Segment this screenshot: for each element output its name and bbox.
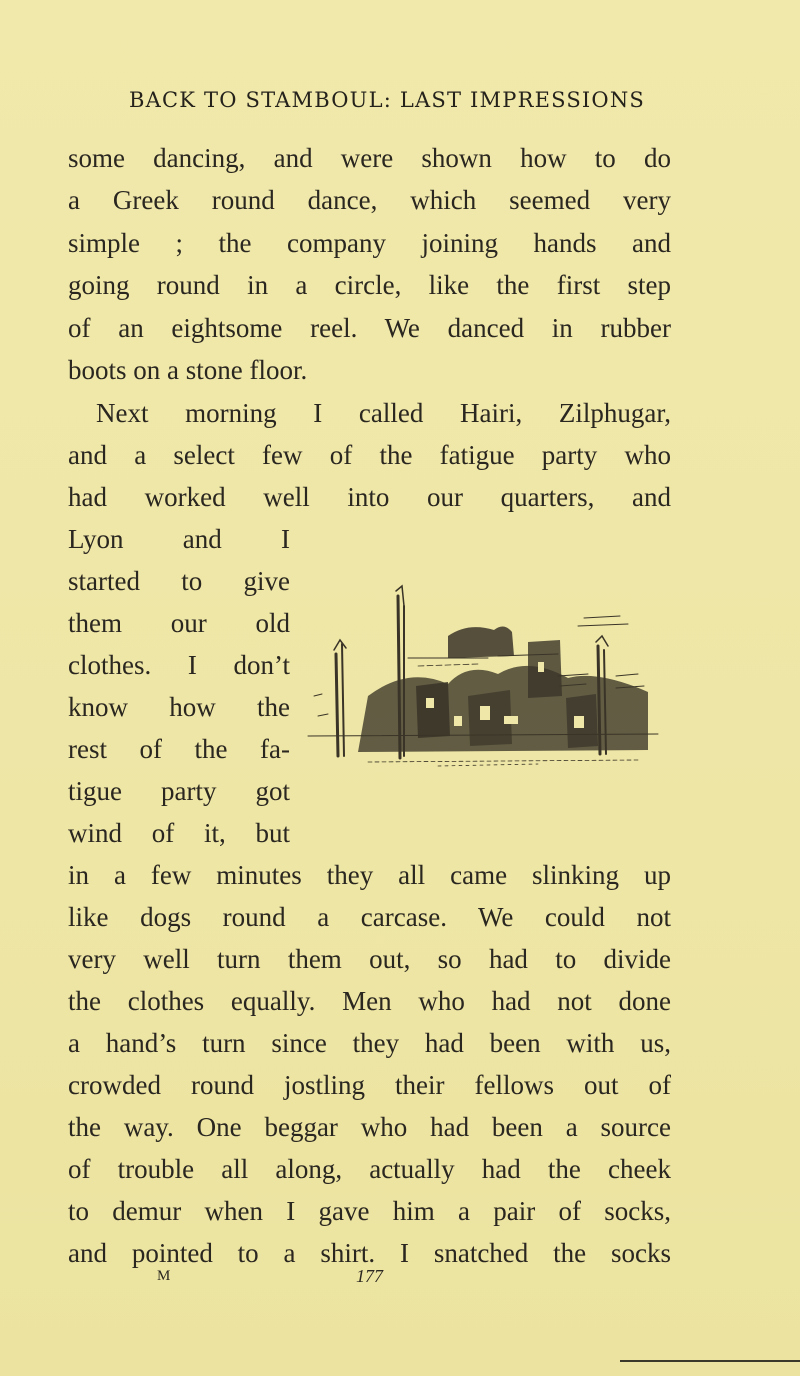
text-line: of an eightsome reel. We danced in rubber (68, 313, 671, 343)
text-line: Lyon and I (68, 524, 290, 554)
signature-mark: M (157, 1268, 172, 1284)
page-edge-shadow (620, 1360, 800, 1362)
text-line: a Greek round dance, which seemed very (68, 185, 671, 215)
text-line: of trouble all along, actually had the cheek (68, 1154, 671, 1184)
text-line: to demur when I gave him a pair of socks, (68, 1196, 671, 1226)
text-line: very well turn them out, so had to divide (68, 944, 671, 974)
text-line: some dancing, and were shown how to do (68, 143, 671, 173)
text-line: rest of the fa- (68, 734, 290, 764)
text-line: wind of it, but (68, 818, 290, 848)
text-line: like dogs round a carcase. We could not (68, 902, 671, 932)
text-line: started to give (68, 566, 290, 596)
text-line: the clothes equally. Men who had not done (68, 986, 671, 1016)
text-line: the way. One beggar who had been a source (68, 1112, 671, 1142)
text-line: them our old (68, 608, 290, 638)
text-line: and pointed to a shirt. I snatched the socks (68, 1238, 671, 1268)
running-head: BACK TO STAMBOUL: LAST IMPRESSIONS (129, 88, 645, 112)
text-line: had worked well into our quarters, and (68, 482, 671, 512)
ruins-illustration (298, 566, 670, 772)
page-number: 177 (356, 1266, 383, 1286)
text-line: a hand’s turn since they had been with us, (68, 1028, 671, 1058)
text-line: and a select few of the fatigue party who (68, 440, 671, 470)
text-line: Next morning I called Hairi, Zilphugar, (96, 398, 671, 428)
text-line: going round in a circle, like the first step (68, 270, 671, 300)
text-line: tigue party got (68, 776, 290, 806)
text-line: crowded round jostling their fellows out of (68, 1070, 671, 1100)
text-line: in a few minutes they all came slinking up (68, 860, 671, 890)
text-line: know how the (68, 692, 290, 722)
text-line: simple ; the company joining hands and (68, 228, 671, 258)
text-line: boots on a stone floor. (68, 355, 308, 385)
text-line: clothes. I don’t (68, 650, 290, 680)
